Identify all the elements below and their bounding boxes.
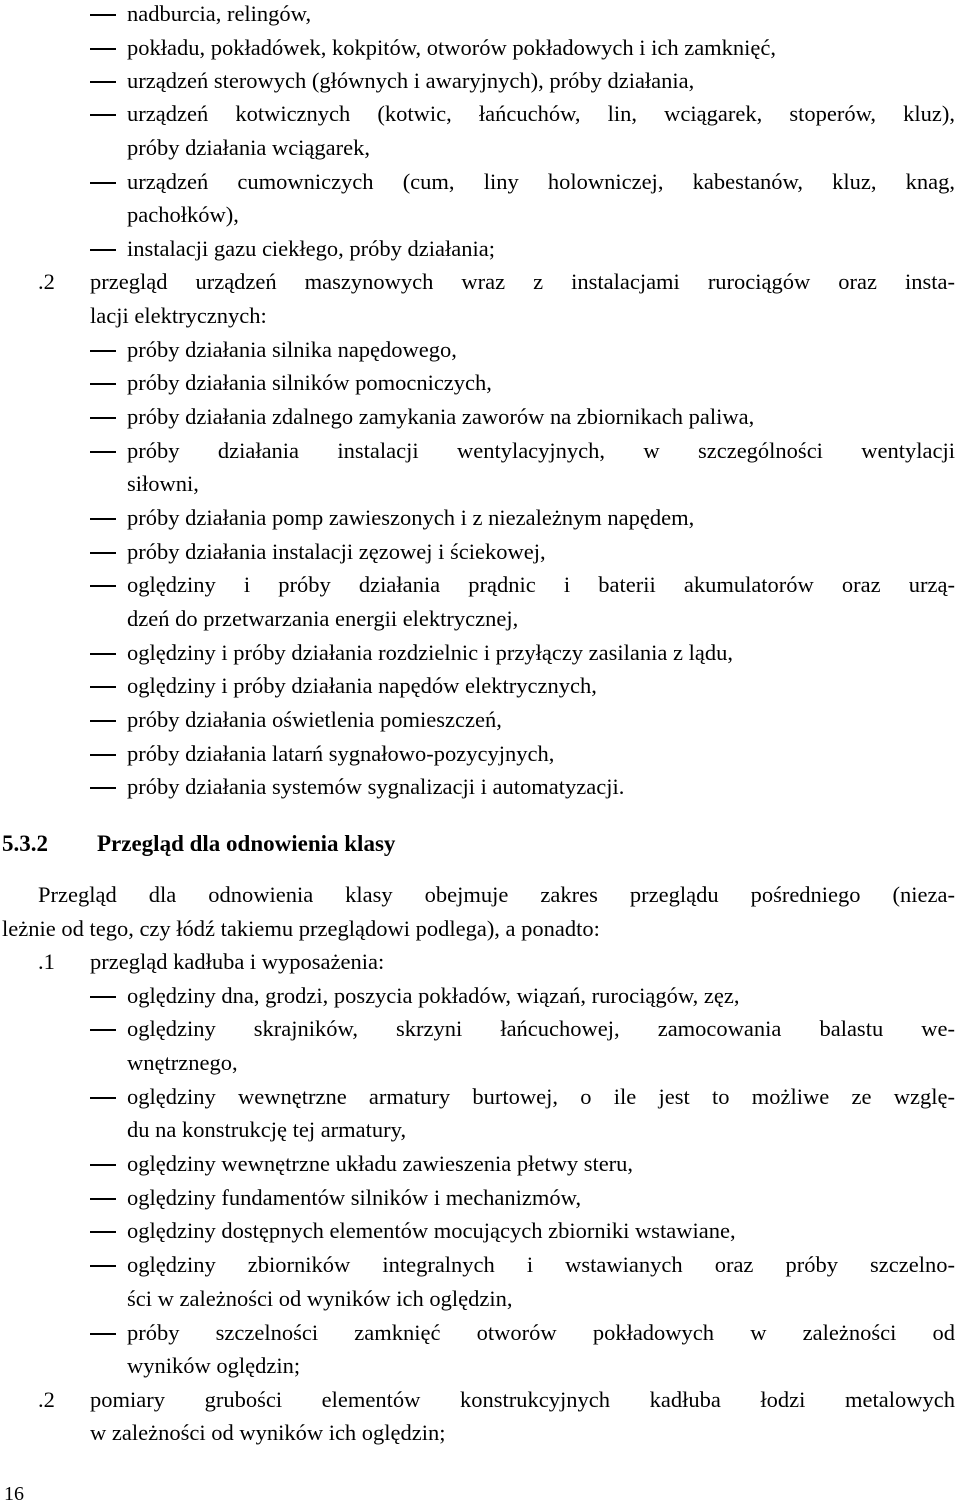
list-item-text: oględziny fundamentów silników i mechanizmów, — [127, 1185, 582, 1210]
list-item-text: próby działania silników pomocniczych, — [127, 370, 492, 395]
list-item-text-continued: du na konstrukcję tej armatury, — [127, 1117, 407, 1142]
section-intro-continued: leżnie od tego, czy łódź takiemu przeglądowi podlega), a ponadto: — [2, 916, 600, 941]
item-text: przegląd urządzeń maszynowych wraz z instalacjami rurociągów oraz insta- — [90, 269, 955, 294]
list-item-text: nadburcia, relingów, — [127, 1, 312, 26]
item-text: przegląd kadłuba i wyposażenia: — [90, 949, 385, 974]
item-number: .2 — [38, 1387, 55, 1412]
list-item-text: próby działania silnika napędowego, — [127, 337, 457, 362]
list-item-text: oględziny dna, grodzi, poszycia pokładów, wiązań, rurociągów, zęz, — [127, 983, 740, 1008]
list-item-text: oględziny dostępnych elementów mocujących zbiorniki wstawiane, — [127, 1218, 736, 1243]
item-number: .2 — [38, 269, 55, 294]
item-text: pomiary grubości elementów konstrukcyjnych kadłuba łodzi metalowych — [90, 1387, 955, 1412]
section-intro: Przegląd dla odnowienia klasy obejmuje zakres przeglądu pośredniego (nieza- — [38, 882, 955, 907]
list-item-text: oględziny skrajników, skrzyni łańcuchowej, zamocowania balastu we- — [127, 1016, 955, 1041]
list-item-text-continued: pachołków), — [127, 202, 239, 227]
list-item-text: próby działania instalacji wentylacyjnych, w szczególności wentylacji — [127, 438, 955, 463]
section-number: 5.3.2 — [2, 831, 48, 856]
list-item-text-continued: siłowni, — [127, 471, 199, 496]
list-item-text: pokładu, pokładówek, kokpitów, otworów pokładowych i ich zamknięć, — [127, 35, 777, 60]
list-item-text: oględziny wewnętrzne układu zawieszenia płetwy steru, — [127, 1151, 634, 1176]
list-item-text: próby działania latarń sygnałowo-pozycyjnych, — [127, 741, 555, 766]
item-text-continued: w zależności od wyników ich oględzin; — [90, 1420, 446, 1445]
list-item-text: oględziny i próby działania prądnic i baterii akumulatorów oraz urzą- — [127, 572, 955, 597]
list-item-text-continued: próby działania wciągarek, — [127, 135, 371, 160]
list-item-text: urządzeń cumowniczych (cum, liny holowniczej, kabestanów, kluz, knag, — [127, 169, 955, 194]
list-item-text: urządzeń sterowych (głównych i awaryjnych), próby działania, — [127, 68, 695, 93]
list-item-text: próby działania pomp zawieszonych i z niezależnym napędem, — [127, 505, 695, 530]
list-item-text: próby działania instalacji zęzowej i ściekowej, — [127, 539, 546, 564]
page-number: 16 — [4, 1483, 24, 1505]
list-item-text: oględziny wewnętrzne armatury burtowej, o ile jest to możliwe ze wzglę- — [127, 1084, 955, 1109]
list-item-text-continued: ści w zależności od wyników ich oględzin, — [127, 1286, 513, 1311]
list-item-text-continued: wyników oględzin; — [127, 1353, 301, 1378]
list-item-text: próby działania oświetlenia pomieszczeń, — [127, 707, 502, 732]
list-item-text-continued: wnętrznego, — [127, 1050, 238, 1075]
item-text-continued: lacji elektrycznych: — [90, 303, 267, 328]
section-title: Przegląd dla odnowienia klasy — [97, 831, 396, 856]
list-item-text-continued: dzeń do przetwarzania energii elektrycznej, — [127, 606, 519, 631]
list-item-text: próby szczelności zamknięć otworów pokładowych w zależności od — [127, 1320, 955, 1345]
list-item-text: oględziny i próby działania rozdzielnic i przyłączy zasilania z lądu, — [127, 640, 733, 665]
list-item-text: urządzeń kotwicznych (kotwic, łańcuchów, lin, wciągarek, stoperów, kluz), — [127, 101, 955, 126]
list-item-text: próby działania zdalnego zamykania zaworów na zbiornikach paliwa, — [127, 404, 755, 429]
list-item-text: próby działania systemów sygnalizacji i automatyzacji. — [127, 774, 625, 799]
list-item-text: oględziny zbiorników integralnych i wstawianych oraz próby szczelno- — [127, 1252, 955, 1277]
item-number: .1 — [38, 949, 55, 974]
list-item-text: oględziny i próby działania napędów elektrycznych, — [127, 673, 597, 698]
list-item-text: instalacji gazu ciekłego, próby działania; — [127, 236, 495, 261]
